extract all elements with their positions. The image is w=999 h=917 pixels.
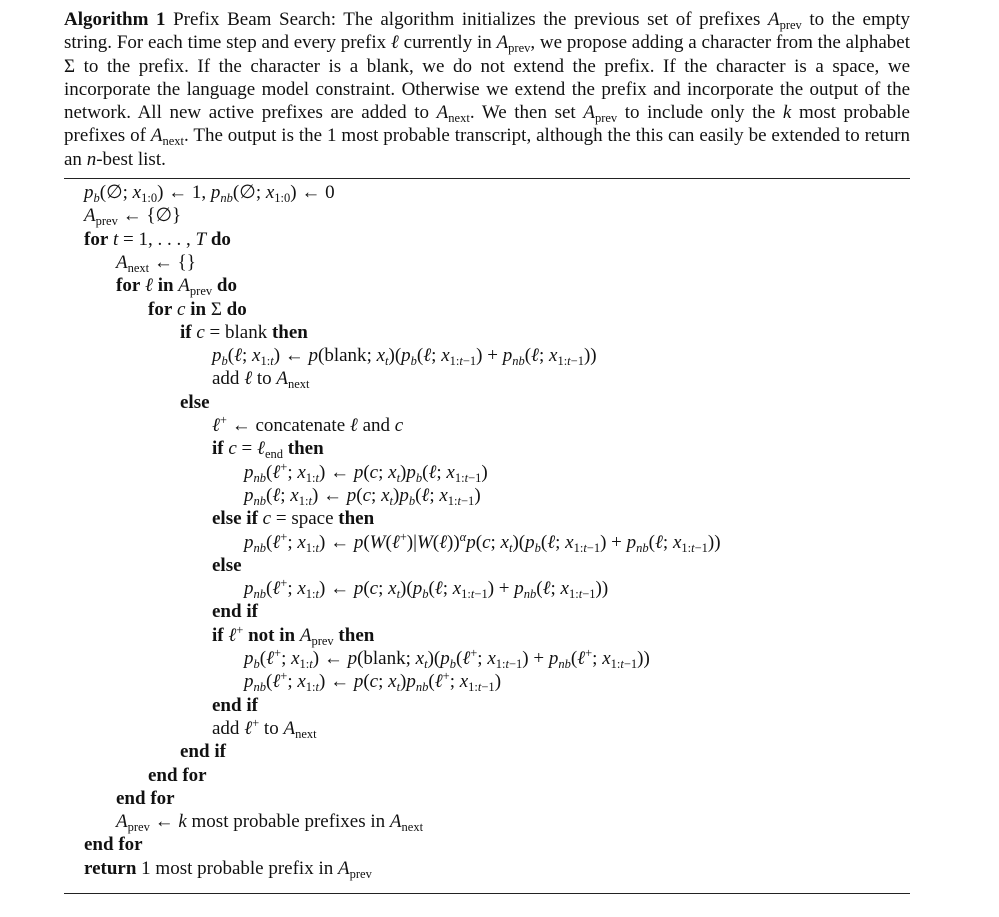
algo-line-end-if-outer: end if [180, 741, 226, 763]
algo-line-for-c: for c in Σ do [148, 298, 247, 320]
algo-line-end-for-c: end for [148, 764, 207, 786]
bottom-rule [64, 893, 910, 894]
algo-line-end-update-2: $p_{nb}(\ell$; $x_{1:t}$) ← p(c; $x_t)p_b(\ell$; $x_{1:t-1}$) [244, 484, 481, 508]
algo-line-init-prev: $A_{prev}$ ← {∅} [84, 205, 182, 229]
algo-line-end-for-ell: end for [116, 787, 175, 809]
algo-line-else-inner: else [212, 554, 242, 576]
algo-line-else-update: $p_{nb}(\ell^+$; $x_{1:t}$) ← p(c; $x_t)(p_b(\ell$; $x_{1:t-1}$) + $p_{nb}(\ell$; $x_{1:t-1}$)) [244, 576, 609, 602]
algo-line-else-if-space: else if c = space then [212, 508, 375, 530]
algo-line-end-for-t: end for [84, 834, 143, 856]
algo-line-for-ell: for ℓ in $A_{prev}$ do [116, 275, 237, 299]
algo-line-end-if-not-in: end if [212, 694, 258, 716]
algorithm-label: Algorithm 1 [64, 9, 166, 30]
algo-line-concatenate: ℓ+ ← concatenate ℓ and c [212, 413, 404, 436]
algo-line-prune: $A_{prev}$ ← k most probable prefixes in $A_{next}$ [116, 811, 424, 835]
algo-line-end-if-inner: end if [212, 601, 258, 623]
algo-line-init-probs: $p_b(\emptyset$; $x_{1:0}$) ← 1, $p_{nb}(\emptyset$; $x_{1:0}$) ← 0 [84, 182, 335, 205]
algorithm-caption: Algorithm 1 Prefix Beam Search: The algorithm initializes the previous set of prefixes $A_{prev}$ to the empty string. For each time step and every prefix ℓ currently in $A_{prev}$, we propose adding a character from the alphabet Σ to the prefix. If the character is a blank, we do not extend the prefix. If the character is a space, we incorporate the language model constraint. Otherwise we extend the prefix and incorporate the output of the network. All new active prefixes are added to $A_{next}$. We then set $A_{prev}$ to include only the k most probable prefixes of $A_{next}$. The output is the 1 most probable transcript, although the this can easily be extended to return an n-best list. [64, 9, 911, 170]
algo-line-return: return 1 most probable prefix in $A_{prev}$ [84, 857, 372, 881]
algo-line-if-end: if c = ℓ$_{end}$ then [212, 438, 324, 462]
algo-line-not-in-update-1: $p_b(\ell^+$; $x_{1:t}$) ← p(blank; $x_t)(p_b(\ell^+$; $x_{1:t-1}$) + $p_{nb}(\ell^+$; $x_{1:t-1}$)) [244, 646, 650, 671]
algo-line-if-not-in-prev: if ℓ+ not in $A_{prev}$ then [212, 622, 375, 648]
algo-line-end-update-1: $p_{nb}(\ell^+$; $x_{1:t}$) ← p(c; $x_t)p_b(\ell$; $x_{1:t-1}$) [244, 459, 488, 485]
algo-line-add-ell-plus: add ℓ+ to $A_{next}$ [212, 715, 317, 741]
algorithm-title: Prefix Beam Search: [173, 9, 336, 30]
algo-line-for-t: for t = 1, . . . , T do [84, 228, 231, 250]
algo-line-if-blank: if c = blank then [180, 321, 308, 343]
algo-line-add-ell: add ℓ to $A_{next}$ [212, 368, 310, 392]
algo-line-blank-update: $p_b(\ell$; $x_{1:t}$) ← p(blank; $x_t)(p_b(\ell$; $x_{1:t-1}$) + $p_{nb}(\ell$; $x_{1:t-1}$)) [212, 345, 597, 369]
top-rule [64, 178, 910, 179]
algo-line-space-update: $p_{nb}(\ell^+$; $x_{1:t}$) ← p(W(ℓ+)|W(ℓ))$^\alpha$p(c; $x_t)(p_b(\ell$; $x_{1:t-1}$) + $p_{nb}(\ell$; $x_{1:t-1}$)) [244, 529, 721, 555]
algo-line-init-next: $A_{next}$ ← {} [116, 251, 196, 275]
algo-line-else-outer: else [180, 391, 210, 413]
algo-line-not-in-update-2: $p_{nb}(\ell^+$; $x_{1:t}$) ← p(c; $x_t)p_{nb}(\ell^+$; $x_{1:t-1}$) [244, 669, 502, 695]
